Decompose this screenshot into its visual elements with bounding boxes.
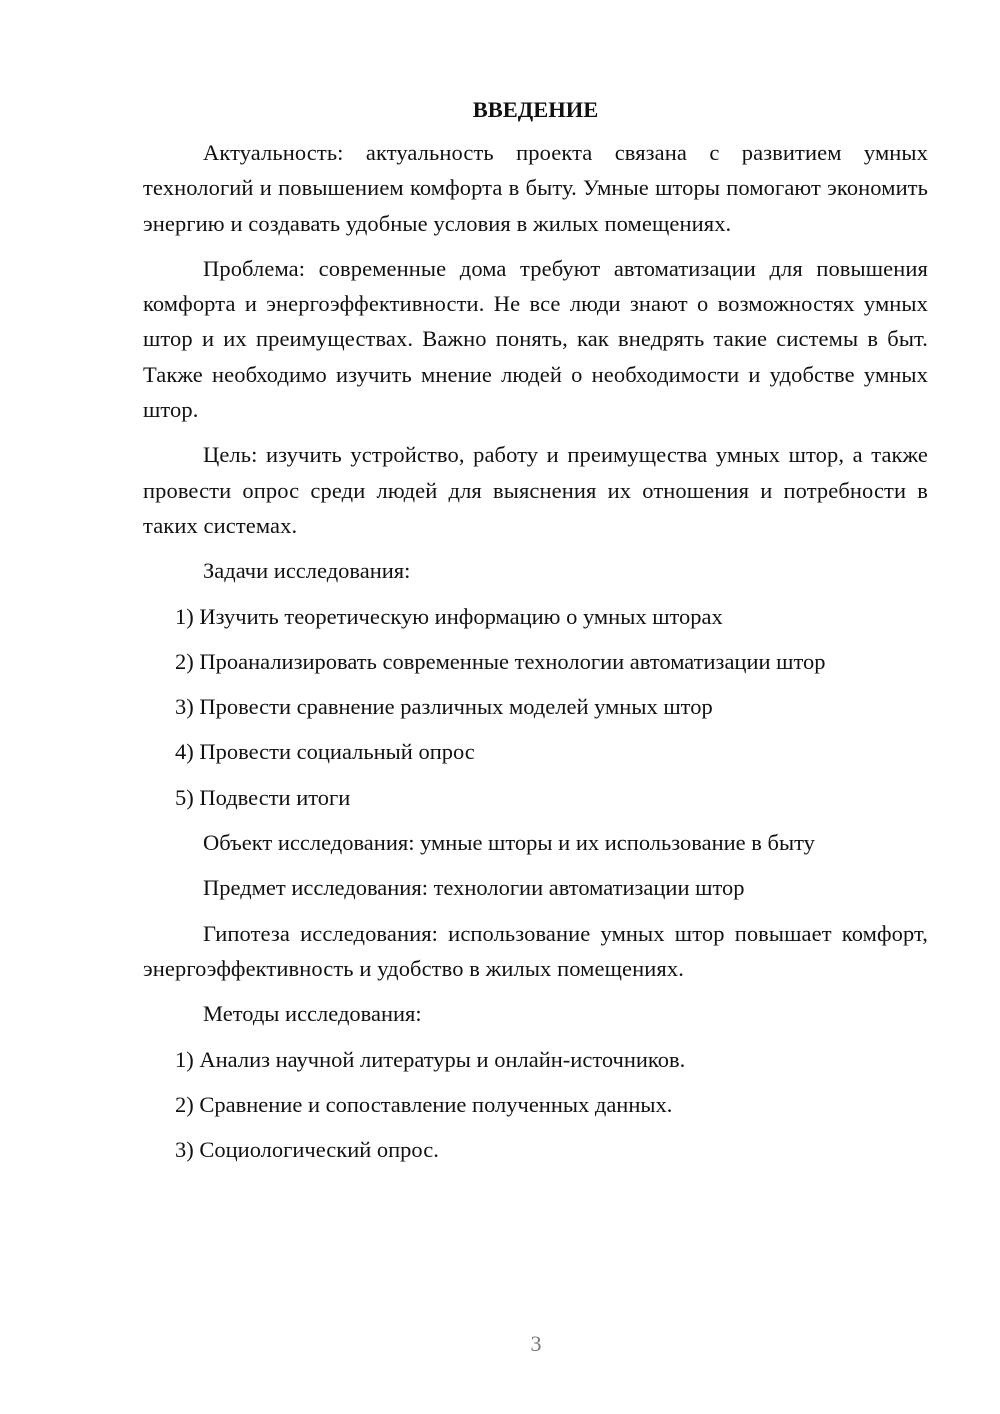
task-item: 5) Подвести итоги (175, 784, 351, 810)
methods-list (143, 1042, 928, 1168)
methods-label: Методы исследования: (203, 1001, 422, 1027)
document-body (143, 92, 928, 1177)
section-title: ВВЕДЕНИЕ (472, 97, 599, 122)
tasks-list (143, 599, 928, 815)
tasks-label: Задачи исследования: (203, 558, 411, 584)
goal-paragraph: Цель: изучить устройство, работу и преимущества умных штор, а также провести опрос среди людей для выяснения их отношения и потребности в таких системах. (143, 442, 928, 538)
task-item: 1) Изучить теоретическую информацию о умных шторах (175, 603, 723, 629)
problem-paragraph: Проблема: современные дома требуют автоматизации для повышения комфорта и энергоэффективности. Не все люди знают о возможностях умных штор и их преимуществах. Важно понять, как внедрять такие системы в быт. Также необходимо изучить мнение людей о необходимости и удобстве умных штор. (143, 255, 928, 423)
method-item: 2) Сравнение и сопоставление полученных данных. (175, 1091, 673, 1117)
relevance-paragraph: Актуальность: актуальность проекта связана с развитием умных технологий и повышением комфорта в быту. Умные шторы помогают экономить энергию и создавать удобные условия в жилых помещениях. (143, 140, 928, 236)
page-number: 3 (530, 1331, 542, 1356)
research-subject: Предмет исследования: технологии автоматизации штор (203, 875, 745, 901)
hypothesis-paragraph: Гипотеза исследования: использование умных штор повышает комфорт, энергоэффективность и удобство в жилых помещениях. (143, 920, 928, 981)
task-item: 2) Проанализировать современные технологии автоматизации штор (175, 648, 826, 674)
task-item: 3) Провести сравнение различных моделей умных штор (175, 694, 713, 720)
method-item: 1) Анализ научной литературы и онлайн-источников. (175, 1046, 686, 1072)
research-object: Объект исследования: умные шторы и их использование в быту (203, 830, 815, 856)
method-item: 3) Социологический опрос. (175, 1137, 439, 1163)
task-item: 4) Провести социальный опрос (175, 739, 475, 765)
